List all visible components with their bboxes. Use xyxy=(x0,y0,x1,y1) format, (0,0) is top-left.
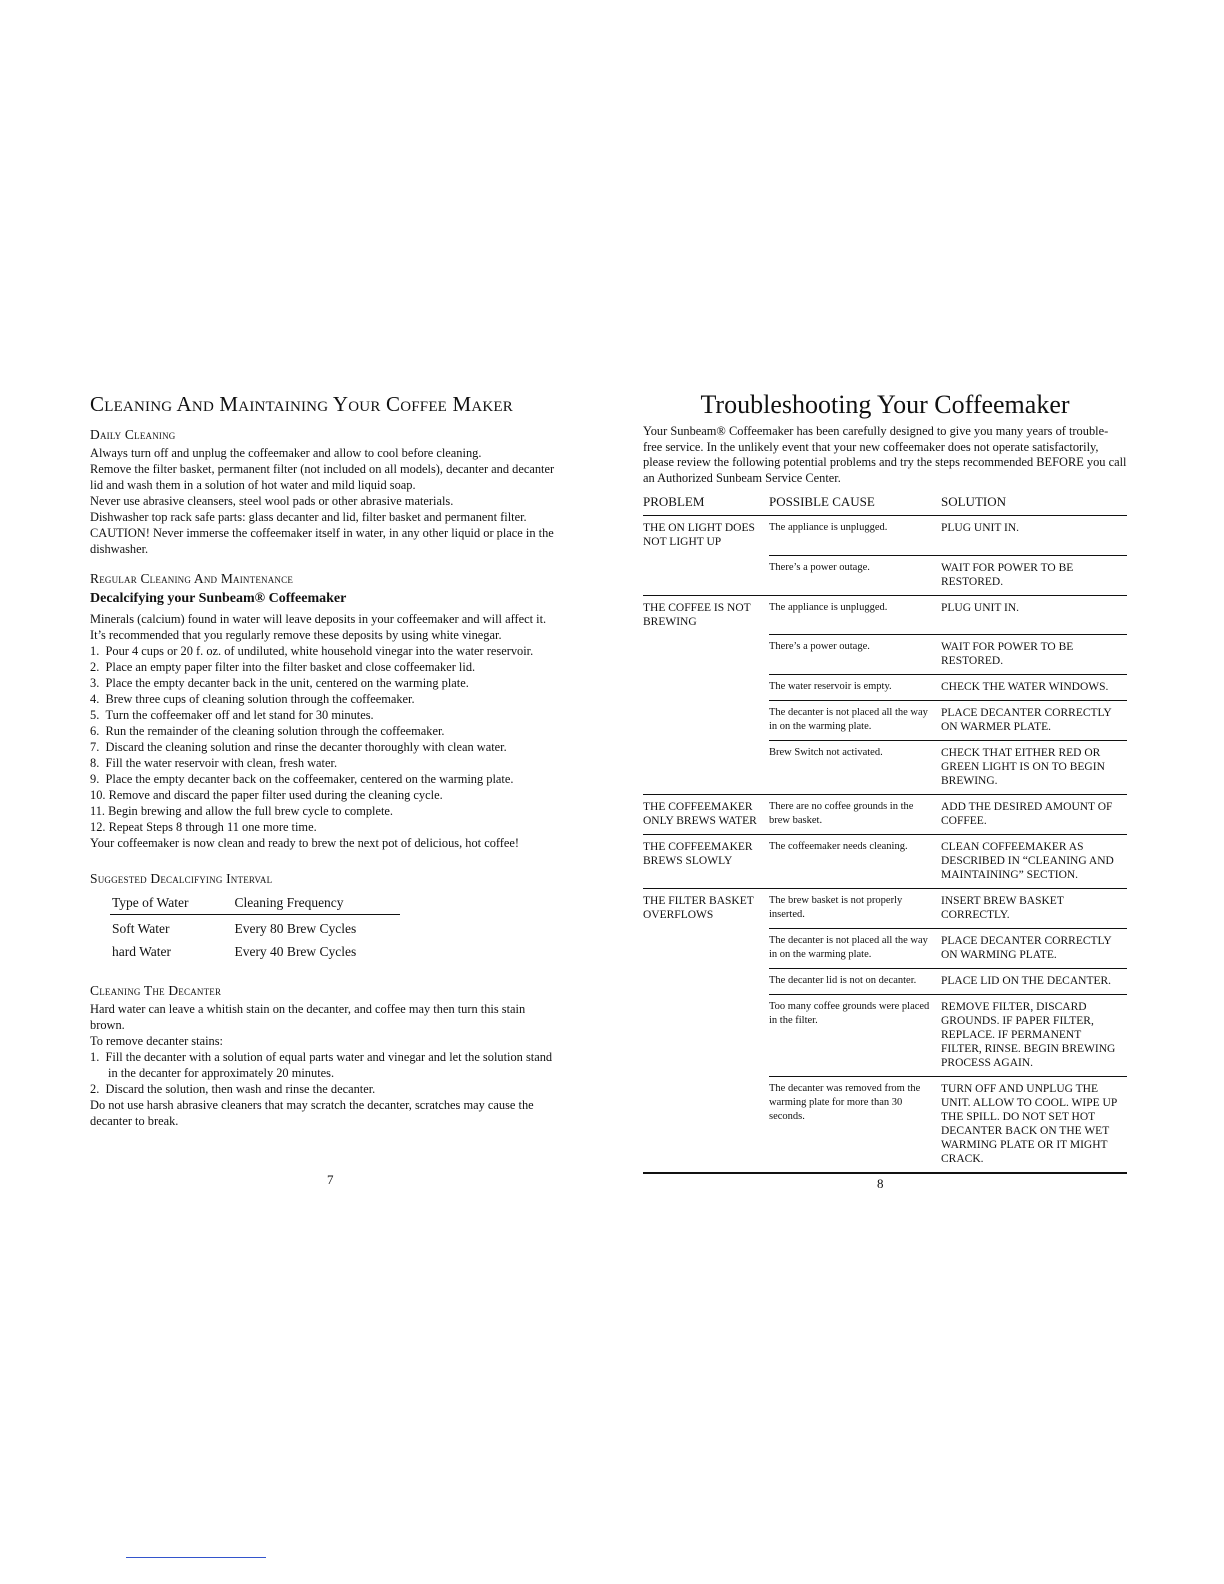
caution-label: CAUTION! xyxy=(90,526,150,540)
caution-text: Never immerse the coffeemaker itself in water, in any other liquid or place in the dishwasher. xyxy=(90,526,554,556)
solution-cell: REMOVE FILTER, DISCARD GROUNDS. IF PAPER FILTER, REPLACE. IF PERMANENT FILTER, RINSE. BEGIN BREWING PROCESS AGAIN. xyxy=(941,995,1127,1077)
cause-cell: The decanter is not placed all the way in on the warming plate. xyxy=(769,929,941,969)
cause-cell: The brew basket is not properly inserted. xyxy=(769,889,941,929)
cause-cell: The appliance is unplugged. xyxy=(769,595,941,635)
interval-cell: Soft Water xyxy=(112,921,170,936)
troubleshooting-table xyxy=(643,492,1127,1174)
list-item: 6. Run the remainder of the cleaning solution through the coffeemaker. xyxy=(90,724,445,738)
list-item: 8. Fill the water reservoir with clean, fresh water. xyxy=(90,756,338,770)
right-page xyxy=(643,390,1127,1174)
problem-cell xyxy=(643,995,769,1077)
left-page xyxy=(90,392,562,1129)
cause-cell: Brew Switch not activated. xyxy=(769,741,941,795)
problem-cell xyxy=(643,701,769,741)
header-problem: PROBLEM xyxy=(643,492,769,516)
solution-cell: CHECK THE WATER WINDOWS. xyxy=(941,675,1127,701)
cause-cell: There’s a power outage. xyxy=(769,635,941,675)
problem-cell xyxy=(643,929,769,969)
table-row xyxy=(643,741,1127,795)
cause-cell: The decanter is not placed all the way in on the warming plate. xyxy=(769,701,941,741)
list-item: 9. Place the empty decanter back on the coffeemaker, centered on the warming plate. xyxy=(90,772,514,786)
list-item: 2. Place an empty paper filter into the filter basket and close coffeemaker lid. xyxy=(90,660,476,674)
list-item: 12. Repeat Steps 8 through 11 one more time. xyxy=(90,820,317,834)
solution-cell: PLUG UNIT IN. xyxy=(941,595,1127,635)
table-row xyxy=(643,835,1127,889)
footer-rule xyxy=(126,1557,266,1558)
interval-cell: Every 40 Brew Cycles xyxy=(234,944,357,959)
solution-cell: INSERT BREW BASKET CORRECTLY. xyxy=(941,889,1127,929)
list-item: 4. Brew three cups of cleaning solution through the coffeemaker. xyxy=(90,692,415,706)
solution-cell: WAIT FOR POWER TO BE RESTORED. xyxy=(941,635,1127,675)
cause-cell: The coffeemaker needs cleaning. xyxy=(769,835,941,889)
problem-cell: THE FILTER BASKET OVERFLOWS xyxy=(643,889,769,929)
table-row xyxy=(643,675,1127,701)
table-row xyxy=(643,795,1127,835)
troubleshooting-intro: Your Sunbeam® Coffeemaker has been carefully designed to give you many years of trouble-free service. In the unlikely event that your new coffeemaker does not operate satisfactorily, please review the following potential problems and try the steps recommended BEFORE you call an Authorized Sunbeam Service Center. xyxy=(643,424,1127,485)
cause-cell: The decanter was removed from the warming plate for more than 30 seconds. xyxy=(769,1077,941,1174)
problem-cell xyxy=(643,555,769,595)
list-item: 10. Remove and discard the paper filter used during the cleaning cycle. xyxy=(90,788,443,802)
list-item: 2. Discard the solution, then wash and rinse the decanter. xyxy=(90,1082,376,1096)
solution-cell: PLACE DECANTER CORRECTLY ON WARMER PLATE. xyxy=(941,701,1127,741)
table-row xyxy=(643,969,1127,995)
table-row xyxy=(643,516,1127,556)
cause-cell: The decanter lid is not on decanter. xyxy=(769,969,941,995)
decanter-para-3: Do not use harsh abrasive cleaners that may scratch the decanter, scratches may cause the decanter to break. xyxy=(90,1098,534,1128)
cause-cell: Too many coffee grounds were placed in the filter. xyxy=(769,995,941,1077)
interval-col-frequency: Cleaning Frequency xyxy=(232,893,400,915)
list-item: 7. Discard the cleaning solution and rinse the decanter thoroughly with clean water. xyxy=(90,740,507,754)
list-item: 3. Place the empty decanter back in the unit, centered on the warming plate. xyxy=(90,676,469,690)
left-page-title: Cleaning And Maintaining Your Coffee Maker xyxy=(90,392,514,416)
list-item: 11. Begin brewing and allow the full brew cycle to complete. xyxy=(90,804,394,818)
decanter-para-1: Hard water can leave a whitish stain on the decanter, and coffee may then turn this stain brown. xyxy=(90,1002,526,1032)
table-row xyxy=(643,555,1127,595)
problem-cell xyxy=(643,675,769,701)
cleaning-decanter-heading: Cleaning The Decanter xyxy=(90,983,222,998)
caution-paragraph xyxy=(90,525,562,557)
cause-cell: There’s a power outage. xyxy=(769,555,941,595)
solution-cell: WAIT FOR POWER TO BE RESTORED. xyxy=(941,555,1127,595)
daily-para-3: Never use abrasive cleansers, steel wool pads or other abrasive materials. xyxy=(90,494,454,508)
page-number-left: 7 xyxy=(327,1172,334,1187)
table-row xyxy=(643,929,1127,969)
right-page-title: Troubleshooting Your Coffeemaker xyxy=(700,390,1070,419)
decanter-para-2: To remove decanter stains: xyxy=(90,1034,223,1048)
page-number-right: 8 xyxy=(877,1176,884,1191)
problem-cell xyxy=(643,741,769,795)
table-row xyxy=(643,889,1127,929)
list-item: 1. Pour 4 cups or 20 f. oz. of undiluted, white household vinegar into the water reservoir. xyxy=(90,644,534,658)
decalcifying-intro: Minerals (calcium) found in water will leave deposits in your coffeemaker and will affect it. It’s recommended that you regularly remove these deposits by using white vinegar. xyxy=(90,612,547,642)
problem-cell xyxy=(643,1077,769,1174)
header-solution: SOLUTION xyxy=(941,492,1127,516)
solution-cell: PLACE LID ON THE DECANTER. xyxy=(941,969,1127,995)
daily-cleaning-heading: Daily Cleaning xyxy=(90,427,176,442)
interval-table xyxy=(110,893,400,961)
cause-cell: The appliance is unplugged. xyxy=(769,516,941,556)
table-row xyxy=(110,938,400,961)
interval-cell: Every 80 Brew Cycles xyxy=(234,921,357,936)
decanter-steps xyxy=(90,1049,562,1097)
daily-para-1: Always turn off and unplug the coffeemaker and allow to cool before cleaning. xyxy=(90,446,482,460)
table-row xyxy=(643,1077,1127,1174)
cause-cell: The water reservoir is empty. xyxy=(769,675,941,701)
table-row xyxy=(643,595,1127,635)
table-row xyxy=(110,915,400,939)
table-row xyxy=(643,635,1127,675)
problem-cell: THE ON LIGHT DOES NOT LIGHT UP xyxy=(643,516,769,556)
decalcifying-outro: Your coffeemaker is now clean and ready to brew the next pot of delicious, hot coffee! xyxy=(90,836,520,850)
decalcifying-steps xyxy=(90,643,562,835)
solution-cell: PLUG UNIT IN. xyxy=(941,516,1127,556)
solution-cell: CLEAN COFFEEMAKER AS DESCRIBED IN “CLEANING AND MAINTAINING” SECTION. xyxy=(941,835,1127,889)
cause-cell: There are no coffee grounds in the brew basket. xyxy=(769,795,941,835)
list-item: 5. Turn the coffeemaker off and let stand for 30 minutes. xyxy=(90,708,374,722)
problem-cell: THE COFFEEMAKER BREWS SLOWLY xyxy=(643,835,769,889)
solution-cell: ADD THE DESIRED AMOUNT OF COFFEE. xyxy=(941,795,1127,835)
daily-para-2: Remove the filter basket, permanent filter (not included on all models), decanter and decanter lid and wash them in a solution of hot water and mild liquid soap. xyxy=(90,462,555,492)
decalcifying-subheading: Decalcifying your Sunbeam® Coffeemaker xyxy=(90,591,347,606)
solution-cell: PLACE DECANTER CORRECTLY ON WARMING PLATE. xyxy=(941,929,1127,969)
header-cause: POSSIBLE CAUSE xyxy=(769,492,941,516)
daily-para-4: Dishwasher top rack safe parts: glass decanter and lid, filter basket and permanent filter. xyxy=(90,510,527,524)
problem-cell xyxy=(643,635,769,675)
list-item: 1. Fill the decanter with a solution of equal parts water and vinegar and let the solution stand in the decanter for approximately 20 minutes. xyxy=(90,1050,553,1080)
interval-col-type: Type of Water xyxy=(110,893,232,915)
problem-cell: THE COFFEEMAKER ONLY BREWS WATER xyxy=(643,795,769,835)
problem-cell: THE COFFEE IS NOT BREWING xyxy=(643,595,769,635)
problem-cell xyxy=(643,969,769,995)
table-row xyxy=(643,701,1127,741)
interval-heading: Suggested Decalcifying Interval xyxy=(90,871,273,886)
regular-cleaning-heading: Regular Cleaning And Maintenance xyxy=(90,571,294,586)
solution-cell: CHECK THAT EITHER RED OR GREEN LIGHT IS ON TO BEGIN BREWING. xyxy=(941,741,1127,795)
interval-cell: hard Water xyxy=(112,944,172,959)
solution-cell: TURN OFF AND UNPLUG THE UNIT. ALLOW TO COOL. WIPE UP THE SPILL. DO NOT SET HOT DECANTER BACK ON THE WET WARMING PLATE OR IT MIGHT CRACK. xyxy=(941,1077,1127,1174)
table-row xyxy=(643,995,1127,1077)
